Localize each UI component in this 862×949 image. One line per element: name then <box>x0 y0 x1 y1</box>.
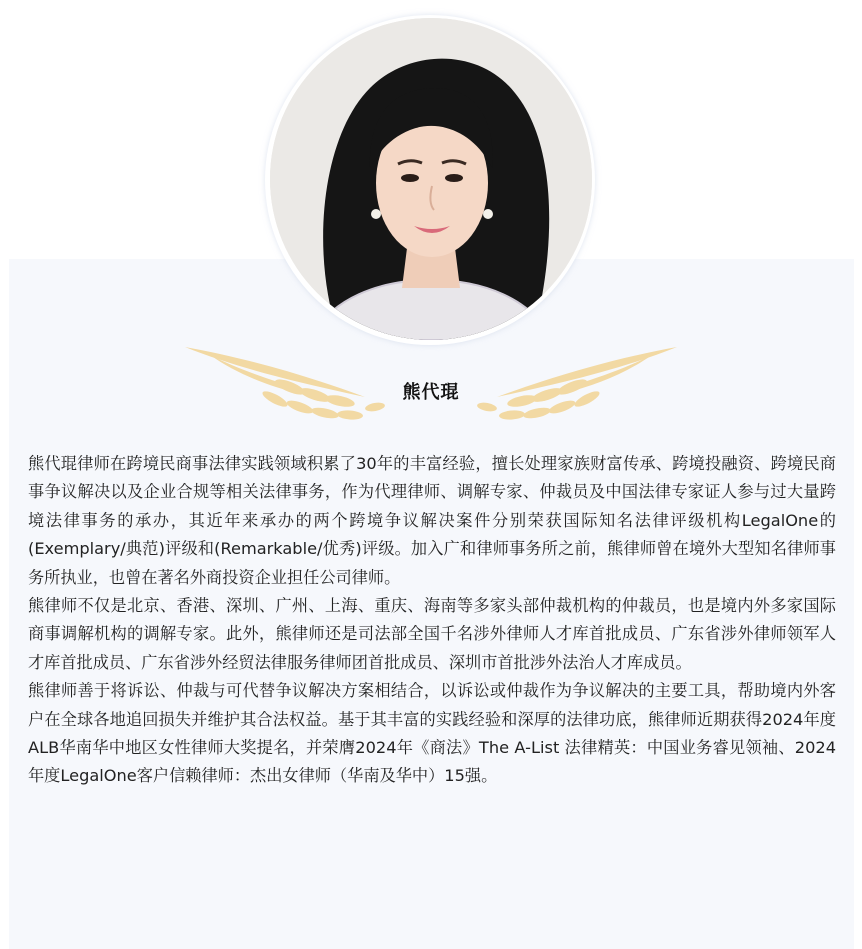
bio-section <box>28 450 836 791</box>
lawyer-name: 熊代琨 <box>402 382 460 403</box>
avatar <box>270 18 592 340</box>
bio-paragraph: 熊律师善于将诉讼、仲裁与可代替争议解决方案相结合，以诉讼或仲裁作为争议解决的主要工具，帮助境内外客户在全球各地追回损失并维护其合法权益。基于其丰富的实践经验和深厚的法律功底，熊律师近期获得2024年度ALB华南华中地区女性律师大奖提名，并荣膺2024年《商法》The A-List 法律精英：中国业务睿见领袖、2024年度LegalOne客户信赖律师：杰出女律师（华南及华中）15强。 <box>28 681 836 786</box>
bio-paragraph: 熊律师不仅是北京、香港、深圳、广州、上海、重庆、海南等多家头部仲裁机构的仲裁员，也是境内外多家国际商事调解机构的调解专家。此外，熊律师还是司法部全国千名涉外律师人才库首批成员、广东省涉外律师领军人才库首批成员、广东省涉外经贸法律服务律师团首批成员、深圳市首批涉外法治人才库成员。 <box>28 596 836 672</box>
bio-paragraph: 熊代琨律师在跨境民商事法律实践领域积累了30年的丰富经验，擅长处理家族财富传承、跨境投融资、跨境民商事争议解决以及企业合规等相关法律事务，作为代理律师、调解专家、仲裁员及中国法律专家证人参与过大量跨境法律事务的承办，其近年来承办的两个跨境争议解决案件分别荣获国际知名法律评级机构LegalOne的(Exemplary/典范)评级和(Remarkable/优秀)评级。加入广和律师事务所之前，熊律师曾在境外大型知名律师事务所执业，也曾在著名外商投资企业担任公司律师。 <box>28 454 836 587</box>
portrait-photo <box>270 18 592 340</box>
